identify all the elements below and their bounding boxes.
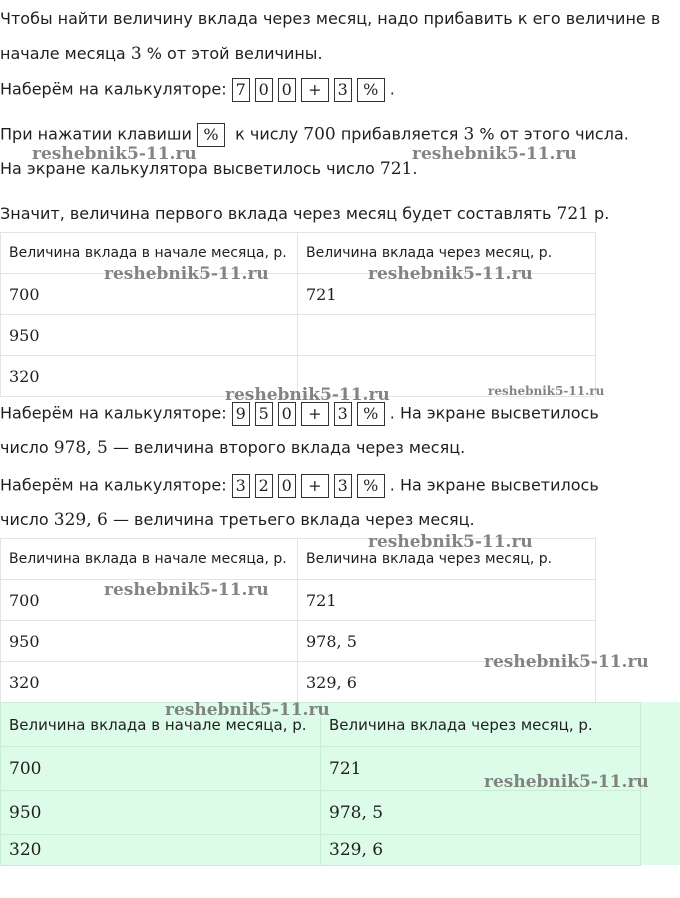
calculator-line: Наберём на калькуляторе: 3 2 0 + 3 % . На экране высветилось [0,474,599,498]
table-cell: 950 [1,791,321,835]
watermark: reshebnik5-11.ru [104,264,269,284]
table-cell: 978, 5 [298,621,596,662]
table-cell: 700 [1,580,298,621]
watermark: reshebnik5-11.ru [225,385,390,405]
paragraph-line: Значит, величина первого вклада через месяц будет составлять 721 р. [0,204,610,224]
table-cell [298,315,596,356]
paragraph-line: Чтобы найти величину вклада через месяц, надо прибавить к его величине в [0,9,661,28]
watermark: reshebnik5-11.ru [484,772,649,792]
table-cell: 700 [1,747,321,791]
table-cell: 320 [1,356,298,397]
table-cell: 329, 6 [321,835,641,866]
calc-key: + [301,474,329,498]
key-sequence [232,474,390,498]
calc-key: % [357,474,385,498]
key-sequence [232,78,390,102]
table-header-cell: Величина вклада через месяц, р. [298,539,596,580]
table-header-cell: Величина вклада в начале месяца, р. [1,233,298,274]
calc-key: 0 [255,78,273,102]
calc-key: 0 [278,474,296,498]
table-cell: 721 [298,274,596,315]
paragraph-line: На экране калькулятора высветилось число 721. [0,159,418,179]
table-row [1,315,596,356]
deposit-table [0,538,596,703]
table-header-cell: Величина вклада через месяц, р. [298,233,596,274]
watermark: reshebnik5-11.ru [165,700,330,720]
watermark: reshebnik5-11.ru [368,264,533,284]
table-cell: 320 [1,835,321,866]
calc-key: 0 [278,78,296,102]
paragraph-line: При нажатии клавиши % к числу 700 прибавляется 3 % от этого числа. [0,123,629,147]
paragraph-line: начале месяца 3 % от этой величины. [0,44,323,64]
calc-key: + [301,78,329,102]
table-cell: 320 [1,662,298,703]
table-header-cell: Величина вклада через месяц, р. [321,703,641,747]
table-cell: 721 [298,580,596,621]
calc-key: 2 [255,474,273,498]
watermark: reshebnik5-11.ru [484,652,649,672]
calc-key: 3 [334,474,352,498]
calc-key-percent: % [197,123,225,147]
watermark: reshebnik5-11.ru [32,144,197,164]
watermark: reshebnik5-11.ru [412,144,577,164]
calc-key: 7 [232,78,250,102]
table-header-cell: Величина вклада в начале месяца, р. [1,539,298,580]
calc-key: + [301,402,329,426]
table-cell: 978, 5 [321,791,641,835]
table-cell: 950 [1,621,298,662]
calc-key: 3 [334,402,352,426]
calculator-line: Наберём на калькуляторе: 7 0 0 + 3 % . [0,78,395,102]
watermark: reshebnik5-11.ru [368,532,533,552]
table-cell: 700 [1,274,298,315]
table-row [1,791,641,835]
watermark: reshebnik5-11.ru [488,384,605,398]
calculator-line: Наберём на калькуляторе: 9 5 0 + 3 % . На экране высветилось [0,402,599,426]
table-cell: 950 [1,315,298,356]
watermark: reshebnik5-11.ru [104,580,269,600]
calc-key: 3 [334,78,352,102]
calc-key: 5 [255,402,273,426]
calc-key: % [357,402,385,426]
table-row [1,835,641,866]
paragraph-line: число 978, 5 — величина второго вклада через месяц. [0,438,466,458]
calc-key: % [357,78,385,102]
key-sequence [232,402,390,426]
calc-key: 3 [232,474,250,498]
calc-key: 0 [278,402,296,426]
paragraph-line: число 329, 6 — величина третьего вклада через месяц. [0,510,475,530]
table-row [1,580,596,621]
calc-key: 9 [232,402,250,426]
table-cell: 721 [321,747,641,791]
table-cell: 329, 6 [298,662,596,703]
deposit-table [0,232,596,397]
table-header-cell: Величина вклада в начале месяца, р. [1,703,321,747]
